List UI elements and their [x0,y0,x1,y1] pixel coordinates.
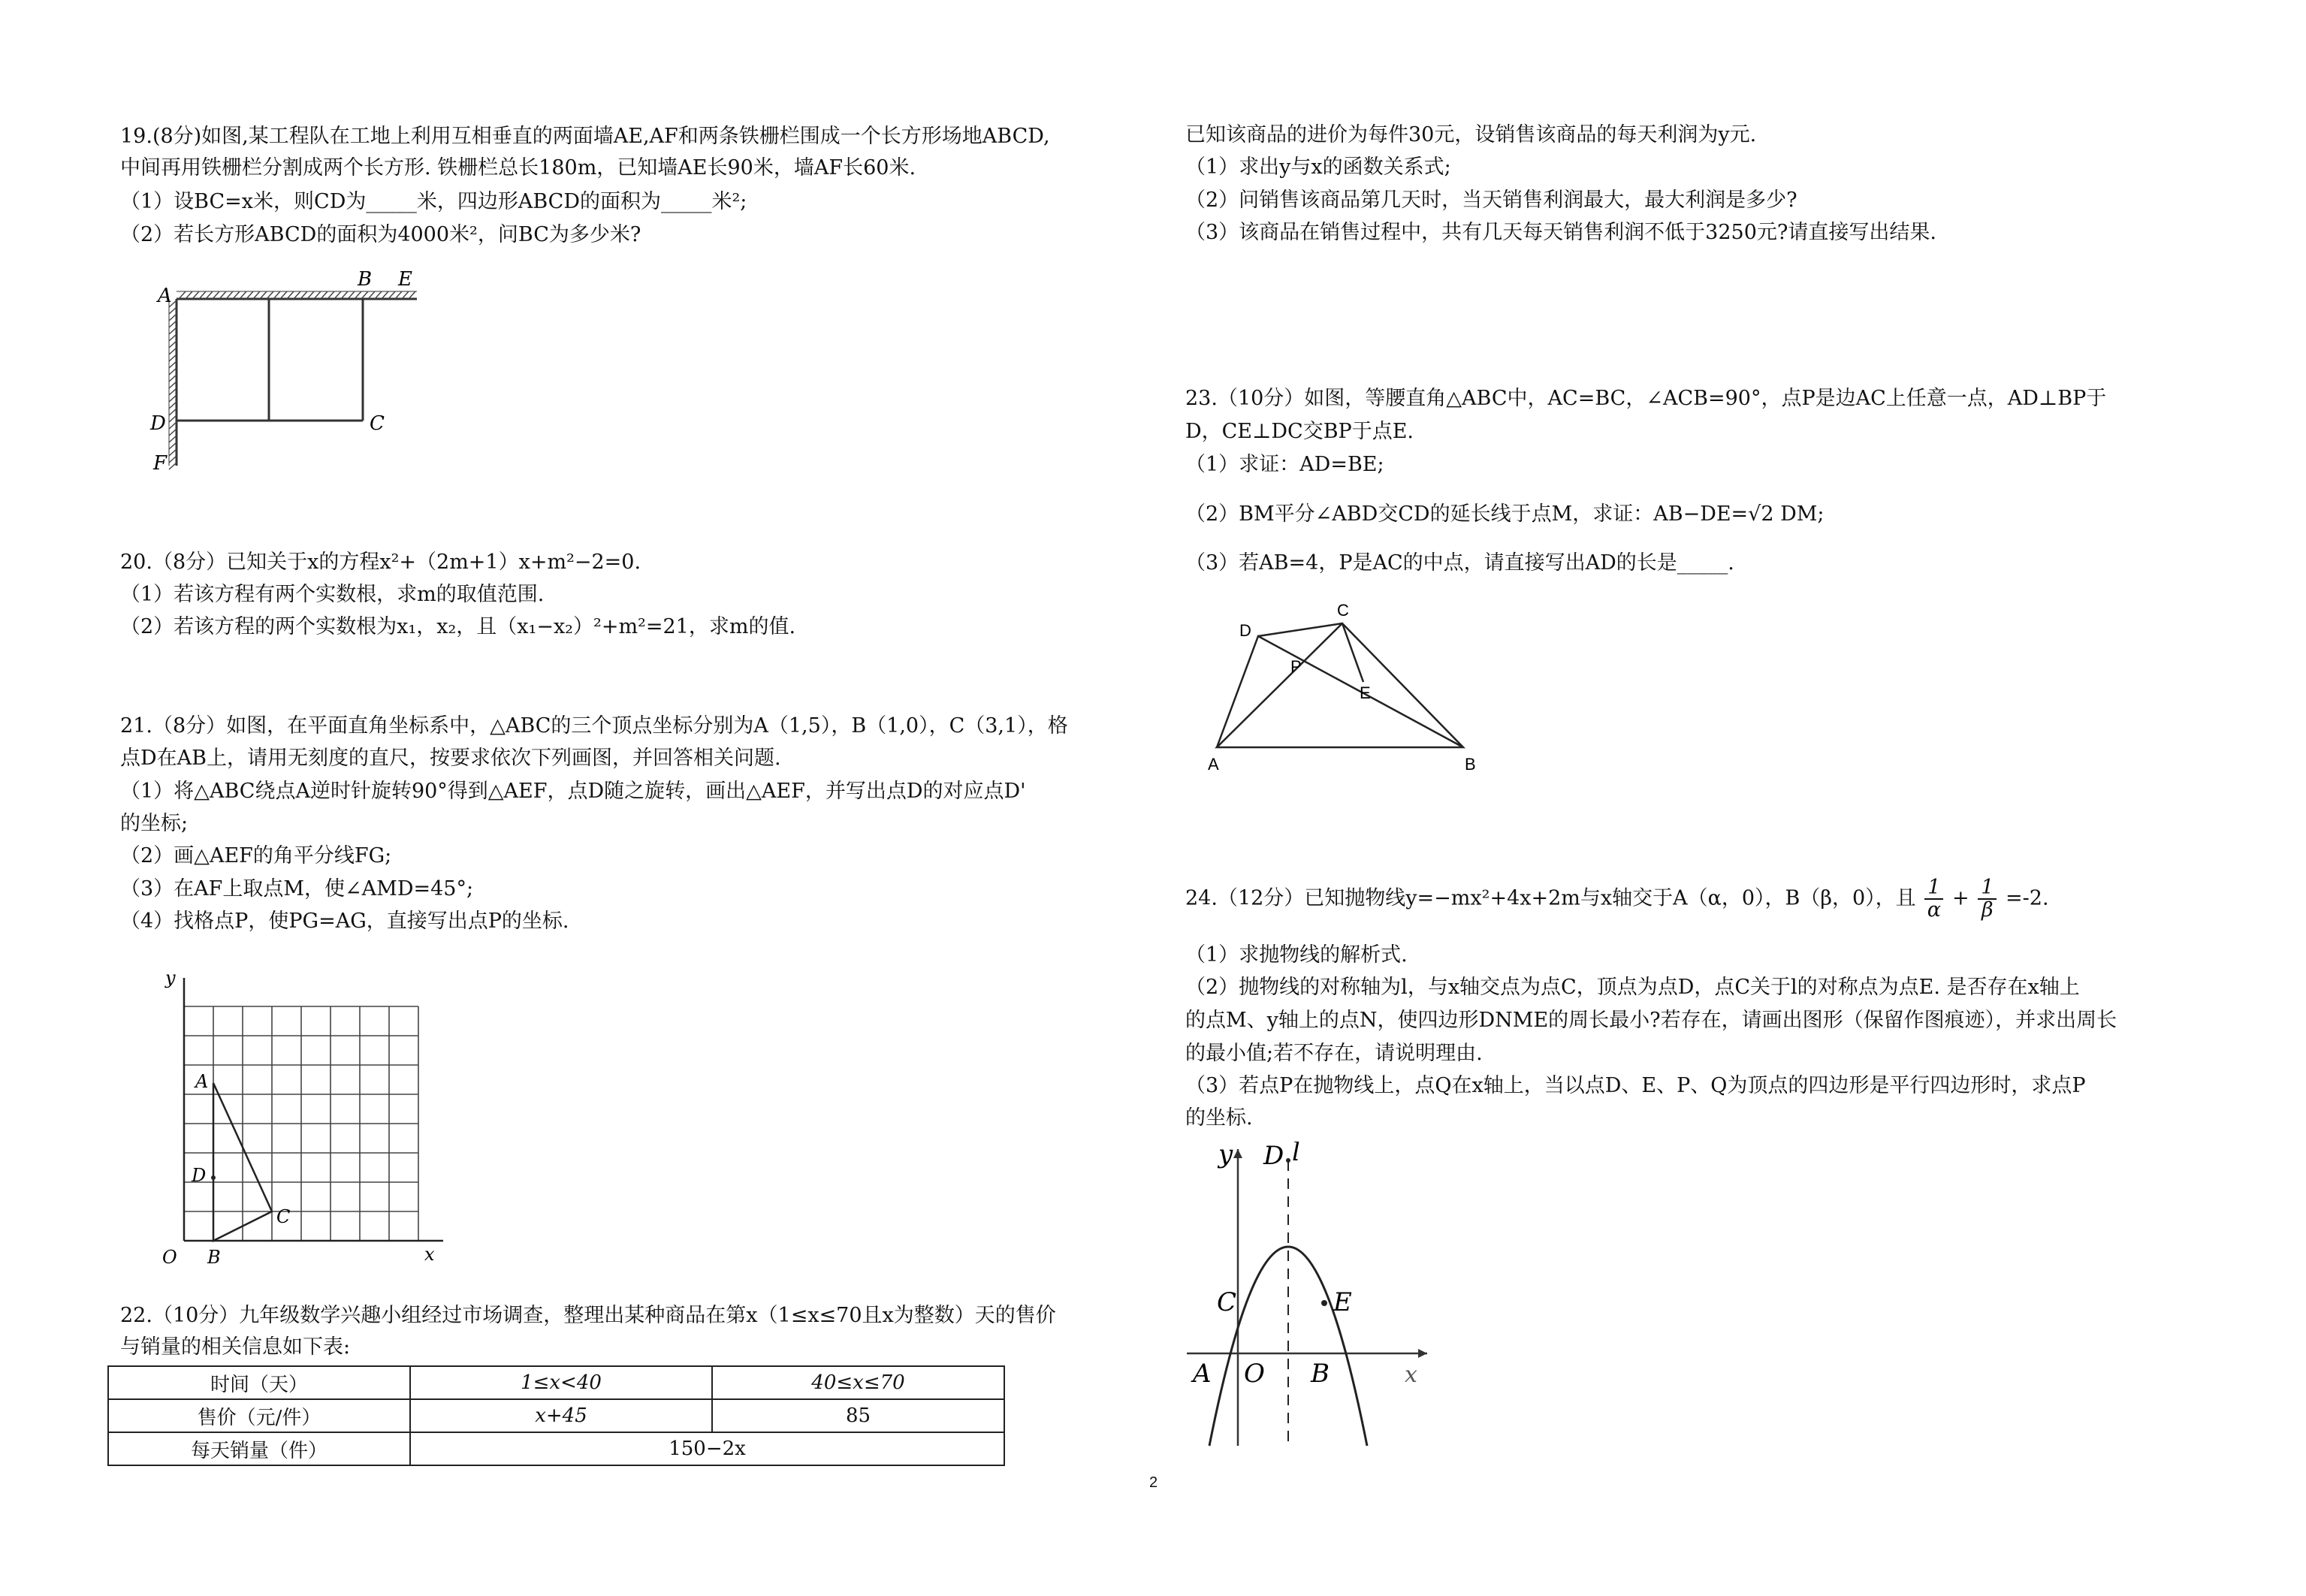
axis-x-label: x [1405,1362,1417,1388]
fraction-denominator: α [1927,898,1941,922]
q19-line-3: （1）设BC=x米，则CD为_____米，四边形ABCD的面积为_____米²; [120,190,747,213]
q21-grid-figure [150,969,451,1269]
q24-line-1-end: =-2. [2006,886,2049,910]
q20-line-1: 20.（8分）已知关于x的方程x²+（2m+1）x+m²−2=0. [120,551,641,574]
q24-line-1 [1185,877,2049,921]
point-D-label: D [1239,621,1251,640]
q24-parabola-figure [1179,1142,1435,1450]
label-E: E [398,268,412,291]
q24-line-1-text: 24.（12分）已知抛物线y=−mx²+4x+2m与x轴交于A（α，0），B（β，0），且 [1185,886,1916,910]
q23-line-4: （2）BM平分∠ABD交CD的延长线于点M，求证：AB−DE=√2 DM; [1185,502,1825,526]
table-cell: x+45 [410,1399,712,1432]
q22-cont-line-1: 已知该商品的进价为每件30元，设销售该商品的每天利润为y元. [1185,123,1757,146]
q21-line-1: 21.（8分）如图，在平面直角坐标系中，△ABC的三个顶点坐标分别为A（1,5），B（1,0），C（3,1），格 [120,714,1068,738]
fraction-one-over-alpha [1924,877,1943,921]
origin-label: O [1244,1359,1265,1389]
table-row [108,1366,1004,1399]
q21-line-2: 点D在AB上，请用无刻度的直尺，按要求依次下列画图，并回答相关问题. [120,747,781,770]
table-row [108,1432,1004,1465]
table-cell: 1≤x<40 [410,1366,712,1399]
point-A-label: A [195,1071,209,1092]
table-cell: 150−2x [410,1432,1004,1465]
q19-figure [143,263,443,481]
point-A-label: A [1208,755,1219,774]
axis-x-label: x [424,1244,435,1265]
point-C-label: C [1337,601,1349,620]
page-number: 2 [1149,1474,1158,1491]
q24-line-3: （2）抛物线的对称轴为l，与x轴交点为点C，顶点为点D，点C关于l的对称点为点E. 是否存在x轴上 [1185,976,2080,999]
q21-line-5: （2）画△AEF的角平分线FG; [120,844,392,867]
q22-cont-line-3: （2）问销售该商品第几天时，当天销售利润最大，最大利润是多少? [1185,189,1797,212]
q21-line-7: （4）找格点P，使PG=AG，直接写出点P的坐标. [120,910,569,933]
q24-line-5: 的最小值;若不存在，请说明理由. [1185,1042,1483,1065]
point-C-label: C [1217,1287,1237,1317]
table-cell: 40≤x≤70 [712,1366,1004,1399]
fraction-denominator: β [1982,898,1994,922]
vertex-D-label: D [1263,1142,1284,1171]
q21-line-3: （1）将△ABC绕点A逆时针旋转90°得到△AEF，点D随之旋转，画出△AEF，并写出点D的对应点D' [120,780,1026,803]
label-F: F [153,452,168,475]
point-B-label: B [1465,755,1476,774]
table-cell: 每天销量（件） [108,1432,410,1465]
q19-line-4: （2）若长方形ABCD的面积为4000米²，问BC为多少米? [120,223,641,246]
table-cell: 时间（天） [108,1366,410,1399]
q19-line-2: 中间再用铁栅栏分割成两个长方形. 铁栅栏总长180m，已知墙AE长90米，墙AF长60米. [120,156,916,180]
table-cell: 售价（元/件） [108,1399,410,1432]
q24-line-4: 的点M、y轴上的点N，使四边形DNME的周长最小?若存在，请画出图形（保留作图痕迹），并求出周长 [1185,1009,2117,1032]
q21-line-6: （3）在AF上取点M，使∠AMD=45°; [120,877,474,901]
point-P-label: P [1290,657,1302,676]
q19-line-1: 19.(8分)如图,某工程队在工地上利用互相垂直的两面墙AE,AF和两条铁栅栏围成一个长方形场地ABCD, [120,125,1050,148]
plus-sign: + [1952,886,1969,910]
point-A-label: A [1193,1359,1212,1389]
q21-line-4: 的坐标; [120,812,189,835]
q23-line-2: D，CE⊥DC交BP于点E. [1185,420,1414,443]
fraction-one-over-beta [1978,877,1997,921]
fraction-numerator: 1 [1978,877,1997,900]
q24-line-2: （1）求抛物线的解析式. [1185,943,1408,967]
table-row [108,1399,1004,1432]
point-C-label: C [276,1206,291,1227]
point-B-label: B [1311,1359,1330,1389]
q23-line-3: （1）求证：AD=BE; [1185,453,1384,476]
q23-line-5: （3）若AB=4，P是AC的中点，请直接写出AD的长是_____. [1185,551,1734,575]
q24-line-7: 的坐标. [1185,1106,1253,1130]
q22-line-1: 22.（10分）九年级数学兴趣小组经过市场调查，整理出某种商品在第x（1≤x≤70且x为整数）天的售价 [120,1304,1056,1327]
q20-line-2: （1）若该方程有两个实数根，求m的取值范围. [120,583,545,606]
price-sales-table [107,1365,1005,1466]
table-cell: 85 [712,1399,1004,1432]
point-E-label: E [1333,1287,1352,1317]
label-B: B [358,268,373,291]
origin-label: O [162,1247,177,1268]
label-C: C [370,412,385,435]
point-D-label: D [192,1165,207,1186]
point-E-label: E [1360,683,1371,702]
q23-line-1: 23.（10分）如图，等腰直角△ABC中，AC=BC，∠ACB=90°，点P是边AC上任意一点，AD⊥BP于 [1185,387,2107,410]
q22-cont-line-4: （3）该商品在销售过程中，共有几天每天销售利润不低于3250元?请直接写出结果. [1185,221,1936,244]
q20-line-3: （2）若该方程的两个实数根为x₁，x₂，且（x₁−x₂）²+m²=21，求m的值. [120,615,796,638]
q22-cont-line-2: （1）求出y与x的函数关系式; [1185,155,1451,179]
point-B-label: B [207,1247,221,1268]
axis-l-label: l [1292,1142,1300,1167]
label-D: D [150,412,166,435]
q24-line-6: （3）若点P在抛物线上，点Q在x轴上，当以点D、E、P、Q为顶点的四边形是平行四边形时，求点P [1185,1074,2086,1097]
fraction-numerator: 1 [1924,877,1943,900]
q23-triangle-figure [1202,593,1487,781]
axis-y-label: y [165,969,176,988]
label-A: A [158,285,172,307]
q22-line-2: 与销量的相关信息如下表: [120,1335,351,1359]
axis-y-label: y [1218,1142,1233,1169]
